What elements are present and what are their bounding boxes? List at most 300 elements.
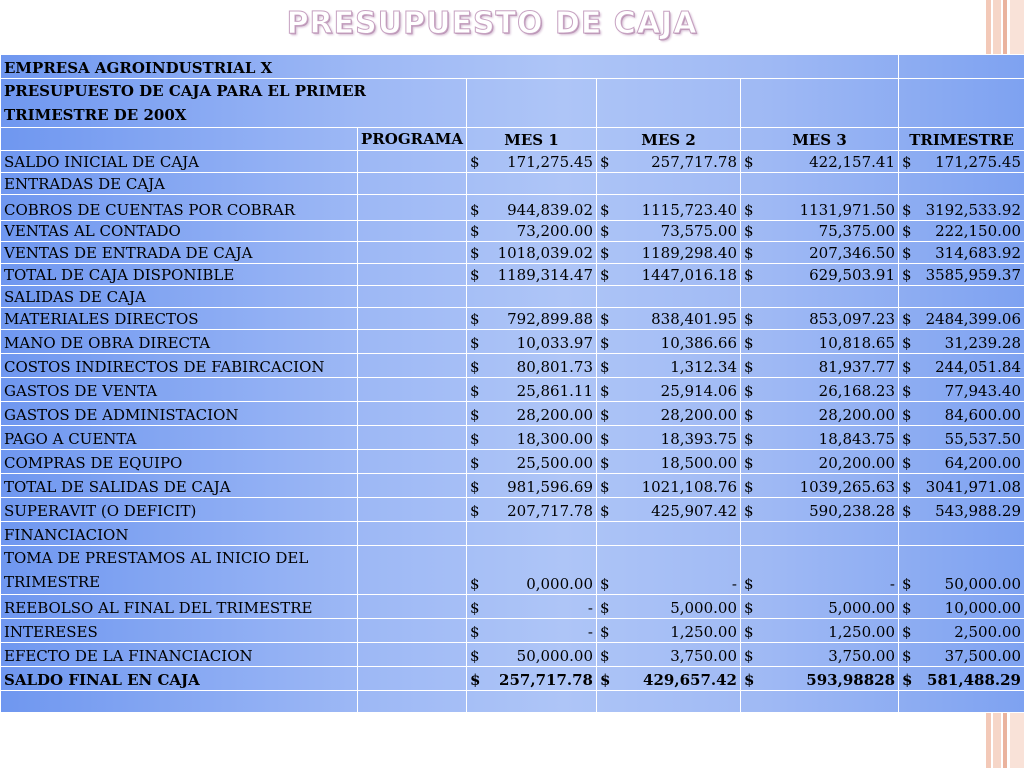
row-label: INTERESES xyxy=(1,619,358,643)
amount-value: 77,943.40 xyxy=(944,382,1021,400)
table-row xyxy=(1,151,1024,173)
mes-cell xyxy=(741,619,899,643)
table-row xyxy=(1,402,1024,426)
empty-cell xyxy=(899,55,1024,79)
mes-cell xyxy=(597,546,741,595)
currency-symbol: $ xyxy=(600,310,610,328)
programa-cell xyxy=(358,546,467,595)
trimestre-cell xyxy=(899,264,1024,286)
amount-value: 25,500.00 xyxy=(516,454,593,472)
amount-value: 257,717.78 xyxy=(651,153,737,171)
currency-symbol: $ xyxy=(902,599,912,617)
amount-value: - xyxy=(889,575,895,593)
currency-symbol: $ xyxy=(470,671,481,689)
mes-cell xyxy=(597,595,741,619)
currency-symbol: $ xyxy=(600,599,610,617)
mes-cell xyxy=(597,330,741,354)
table-row xyxy=(1,643,1024,667)
amount-value: 1018,039.02 xyxy=(497,244,593,262)
mes-cell xyxy=(467,308,597,330)
programa-cell xyxy=(358,151,467,173)
mes-cell xyxy=(741,173,899,195)
amount-value: 20,200.00 xyxy=(818,454,895,472)
amount-value: 3,750.00 xyxy=(828,647,895,665)
amount-value: 0,000.00 xyxy=(526,575,593,593)
trimestre-cell xyxy=(899,378,1024,402)
amount-value: 50,000.00 xyxy=(516,647,593,665)
empty-cell xyxy=(467,79,597,128)
currency-symbol: $ xyxy=(600,647,610,665)
amount-value: 981,596.69 xyxy=(507,478,593,496)
amount-value: 2,500.00 xyxy=(954,623,1021,641)
amount-value: 3192,533.92 xyxy=(925,201,1021,219)
currency-symbol: $ xyxy=(902,222,912,240)
row-label: EFECTO DE LA FINANCIACION xyxy=(1,643,358,667)
table-row xyxy=(1,195,1024,221)
trimestre-cell xyxy=(899,522,1024,546)
programa-cell xyxy=(358,308,467,330)
amount-value: 50,000.00 xyxy=(944,575,1021,593)
table-row xyxy=(1,242,1024,264)
trimestre-cell xyxy=(899,619,1024,643)
currency-symbol: $ xyxy=(600,153,610,171)
trimestre-cell xyxy=(899,221,1024,242)
currency-symbol: $ xyxy=(470,454,480,472)
amount-value: 10,386.66 xyxy=(660,334,737,352)
trimestre-cell xyxy=(899,195,1024,221)
amount-value: 73,200.00 xyxy=(516,222,593,240)
amount-value: 1131,971.50 xyxy=(799,201,895,219)
programa-cell xyxy=(358,595,467,619)
amount-value: 543,988.29 xyxy=(935,502,1021,520)
table-row xyxy=(1,667,1024,691)
company-name: EMPRESA AGROINDUSTRIAL X xyxy=(1,55,899,79)
mes-cell xyxy=(741,667,899,691)
mes-cell xyxy=(467,378,597,402)
amount-value: 28,200.00 xyxy=(516,406,593,424)
company-row xyxy=(1,55,1024,79)
amount-value: 629,503.91 xyxy=(809,266,895,284)
table-row xyxy=(1,450,1024,474)
amount-value: 3041,971.08 xyxy=(925,478,1021,496)
amount-value: 590,238.28 xyxy=(809,502,895,520)
currency-symbol: $ xyxy=(470,222,480,240)
currency-symbol: $ xyxy=(902,153,912,171)
currency-symbol: $ xyxy=(600,358,610,376)
mes-cell xyxy=(467,264,597,286)
header-trimestre: TRIMESTRE xyxy=(899,128,1024,151)
trimestre-cell xyxy=(899,151,1024,173)
amount-value: 25,861.11 xyxy=(516,382,593,400)
amount-value: 422,157.41 xyxy=(809,153,895,171)
mes-cell xyxy=(467,450,597,474)
amount-value: - xyxy=(587,623,593,641)
row-label: SALDO INICIAL DE CAJA xyxy=(1,151,358,173)
mes-cell xyxy=(597,498,741,522)
mes-cell xyxy=(741,354,899,378)
trimestre-cell xyxy=(899,450,1024,474)
amount-value: 55,537.50 xyxy=(944,430,1021,448)
amount-value: 207,717.78 xyxy=(507,502,593,520)
trimestre-cell xyxy=(899,354,1024,378)
amount-value: 944,839.02 xyxy=(507,201,593,219)
currency-symbol: $ xyxy=(744,310,754,328)
trimestre-cell xyxy=(899,595,1024,619)
mes-cell xyxy=(467,426,597,450)
row-label: GASTOS DE VENTA xyxy=(1,378,358,402)
currency-symbol: $ xyxy=(902,244,912,262)
amount-value: 1021,108.76 xyxy=(641,478,737,496)
currency-symbol: $ xyxy=(600,244,610,262)
currency-symbol: $ xyxy=(600,502,610,520)
mes-cell xyxy=(467,195,597,221)
currency-symbol: $ xyxy=(744,502,754,520)
currency-symbol: $ xyxy=(470,430,480,448)
trimestre-cell xyxy=(899,474,1024,498)
currency-symbol: $ xyxy=(470,266,480,284)
mes-cell xyxy=(467,151,597,173)
amount-value: 429,657.42 xyxy=(643,671,737,689)
empty-cell xyxy=(741,79,899,128)
mes-cell xyxy=(741,221,899,242)
empty-cell xyxy=(467,691,597,713)
currency-symbol: $ xyxy=(744,201,754,219)
currency-symbol: $ xyxy=(600,266,610,284)
trimestre-cell xyxy=(899,667,1024,691)
empty-cell xyxy=(899,79,1024,128)
currency-symbol: $ xyxy=(470,623,480,641)
mes-cell xyxy=(597,264,741,286)
currency-symbol: $ xyxy=(902,406,912,424)
currency-symbol: $ xyxy=(902,430,912,448)
row-label: VENTAS AL CONTADO xyxy=(1,221,358,242)
programa-cell xyxy=(358,402,467,426)
mes-cell xyxy=(597,522,741,546)
amount-value: 1189,298.40 xyxy=(641,244,737,262)
row-label: TOMA DE PRESTAMOS AL INICIO DEL TRIMESTRE xyxy=(1,546,358,595)
mes-cell xyxy=(741,308,899,330)
amount-value: 314,683.92 xyxy=(935,244,1021,262)
mes-cell xyxy=(597,173,741,195)
amount-value: 1447,016.18 xyxy=(641,266,737,284)
currency-symbol: $ xyxy=(744,358,754,376)
programa-cell xyxy=(358,195,467,221)
amount-value: 3585,959.37 xyxy=(925,266,1021,284)
table-row xyxy=(1,354,1024,378)
subtitle-row xyxy=(1,79,1024,128)
programa-cell xyxy=(358,354,467,378)
mes-cell xyxy=(741,242,899,264)
table-row xyxy=(1,498,1024,522)
table-row xyxy=(1,221,1024,242)
row-label: GASTOS DE ADMINISTACION xyxy=(1,402,358,426)
mes-cell xyxy=(741,546,899,595)
currency-symbol: $ xyxy=(470,478,480,496)
currency-symbol: $ xyxy=(600,575,610,593)
currency-symbol: $ xyxy=(902,266,912,284)
mes-cell xyxy=(597,151,741,173)
mes-cell xyxy=(467,330,597,354)
currency-symbol: $ xyxy=(600,222,610,240)
table-row xyxy=(1,522,1024,546)
mes-cell xyxy=(741,330,899,354)
mes-cell xyxy=(597,195,741,221)
row-label: TOTAL DE SALIDAS DE CAJA xyxy=(1,474,358,498)
amount-value: - xyxy=(587,599,593,617)
amount-value: 1039,265.63 xyxy=(799,478,895,496)
currency-symbol: $ xyxy=(470,358,480,376)
mes-cell xyxy=(597,474,741,498)
currency-symbol: $ xyxy=(600,454,610,472)
currency-symbol: $ xyxy=(470,153,480,171)
mes-cell xyxy=(741,264,899,286)
currency-symbol: $ xyxy=(470,647,480,665)
amount-value: 64,200.00 xyxy=(944,454,1021,472)
programa-cell xyxy=(358,522,467,546)
table-row xyxy=(1,308,1024,330)
programa-cell xyxy=(358,474,467,498)
amount-value: 792,899.88 xyxy=(507,310,593,328)
table-row xyxy=(1,619,1024,643)
mes-cell xyxy=(741,426,899,450)
empty-cell xyxy=(358,691,467,713)
trimestre-cell xyxy=(899,546,1024,595)
currency-symbol: $ xyxy=(744,334,754,352)
table-row xyxy=(1,546,1024,595)
currency-symbol: $ xyxy=(470,382,480,400)
mes-cell xyxy=(741,595,899,619)
empty-cell xyxy=(1,691,358,713)
empty-cell xyxy=(899,691,1024,713)
currency-symbol: $ xyxy=(600,201,610,219)
row-label: REEBOLSO AL FINAL DEL TRIMESTRE xyxy=(1,595,358,619)
table-row xyxy=(1,264,1024,286)
currency-symbol: $ xyxy=(744,406,754,424)
mes-cell xyxy=(597,308,741,330)
amount-value: 593,98828 xyxy=(806,671,895,689)
amount-value: 73,575.00 xyxy=(660,222,737,240)
mes-cell xyxy=(467,221,597,242)
mes-cell xyxy=(597,378,741,402)
currency-symbol: $ xyxy=(744,222,754,240)
currency-symbol: $ xyxy=(744,575,754,593)
row-label: SALDO FINAL EN CAJA xyxy=(1,667,358,691)
programa-cell xyxy=(358,286,467,308)
mes-cell xyxy=(467,595,597,619)
currency-symbol: $ xyxy=(470,575,480,593)
currency-symbol: $ xyxy=(600,671,611,689)
amount-value: 28,200.00 xyxy=(818,406,895,424)
amount-value: 81,937.77 xyxy=(818,358,895,376)
mes-cell xyxy=(467,498,597,522)
amount-value: 425,907.42 xyxy=(651,502,737,520)
currency-symbol: $ xyxy=(902,454,912,472)
amount-value: 18,500.00 xyxy=(660,454,737,472)
empty-cell xyxy=(741,691,899,713)
header-mes-1: MES 1 xyxy=(467,128,597,151)
table-row xyxy=(1,595,1024,619)
currency-symbol: $ xyxy=(902,201,912,219)
row-label: COMPRAS DE EQUIPO xyxy=(1,450,358,474)
slide-title: PRESUPUESTO DE CAJA xyxy=(286,6,698,41)
amount-value: 18,300.00 xyxy=(516,430,593,448)
amount-value: 80,801.73 xyxy=(516,358,593,376)
trimestre-cell xyxy=(899,286,1024,308)
amount-value: 10,033.97 xyxy=(516,334,593,352)
trimestre-cell xyxy=(899,330,1024,354)
programa-cell xyxy=(358,643,467,667)
amount-value: 257,717.78 xyxy=(499,671,593,689)
mes-cell xyxy=(467,667,597,691)
amount-value: 5,000.00 xyxy=(670,599,737,617)
mes-cell xyxy=(741,474,899,498)
mes-cell xyxy=(597,426,741,450)
mes-cell xyxy=(597,619,741,643)
mes-cell xyxy=(467,522,597,546)
mes-cell xyxy=(741,643,899,667)
empty-cell xyxy=(597,79,741,128)
currency-symbol: $ xyxy=(744,382,754,400)
row-label: PAGO A CUENTA xyxy=(1,426,358,450)
programa-cell xyxy=(358,173,467,195)
mes-cell xyxy=(467,354,597,378)
cash-budget-table xyxy=(0,54,1024,713)
programa-cell xyxy=(358,619,467,643)
row-label: ENTRADAS DE CAJA xyxy=(1,173,358,195)
currency-symbol: $ xyxy=(600,382,610,400)
currency-symbol: $ xyxy=(902,382,912,400)
mes-cell xyxy=(467,402,597,426)
amount-value: 26,168.23 xyxy=(818,382,895,400)
table-row xyxy=(1,173,1024,195)
amount-value: 581,488.29 xyxy=(927,671,1021,689)
mes-cell xyxy=(467,242,597,264)
trimestre-cell xyxy=(899,426,1024,450)
mes-cell xyxy=(741,195,899,221)
currency-symbol: $ xyxy=(600,623,610,641)
table-row xyxy=(1,286,1024,308)
currency-symbol: $ xyxy=(470,310,480,328)
programa-cell xyxy=(358,450,467,474)
amount-value: 207,346.50 xyxy=(809,244,895,262)
currency-symbol: $ xyxy=(600,406,610,424)
currency-symbol: $ xyxy=(744,430,754,448)
currency-symbol: $ xyxy=(902,671,913,689)
row-label: SUPERAVIT (O DEFICIT) xyxy=(1,498,358,522)
mes-cell xyxy=(597,354,741,378)
trimestre-cell xyxy=(899,402,1024,426)
currency-symbol: $ xyxy=(902,478,912,496)
table-row xyxy=(1,426,1024,450)
currency-symbol: $ xyxy=(902,647,912,665)
header-mes-2: MES 2 xyxy=(597,128,741,151)
programa-cell xyxy=(358,426,467,450)
currency-symbol: $ xyxy=(470,406,480,424)
programa-cell xyxy=(358,378,467,402)
empty-row xyxy=(1,691,1024,713)
amount-value: 1,312.34 xyxy=(670,358,737,376)
mes-cell xyxy=(597,286,741,308)
row-label: VENTAS DE ENTRADA DE CAJA xyxy=(1,242,358,264)
trimestre-cell xyxy=(899,242,1024,264)
mes-cell xyxy=(467,474,597,498)
row-label: SALIDAS DE CAJA xyxy=(1,286,358,308)
row-label: FINANCIACION xyxy=(1,522,358,546)
amount-value: 84,600.00 xyxy=(944,406,1021,424)
row-label: COBROS DE CUENTAS POR COBRAR xyxy=(1,195,358,221)
mes-cell xyxy=(467,286,597,308)
amount-value: 171,275.45 xyxy=(507,153,593,171)
currency-symbol: $ xyxy=(744,671,755,689)
programa-cell xyxy=(358,242,467,264)
mes-cell xyxy=(741,498,899,522)
amount-value: 37,500.00 xyxy=(944,647,1021,665)
mes-cell xyxy=(467,643,597,667)
amount-value: - xyxy=(731,575,737,593)
mes-cell xyxy=(741,522,899,546)
table-row xyxy=(1,474,1024,498)
mes-cell xyxy=(597,667,741,691)
mes-cell xyxy=(597,402,741,426)
header-programa: PROGRAMA xyxy=(358,128,467,151)
currency-symbol: $ xyxy=(744,623,754,641)
currency-symbol: $ xyxy=(902,334,912,352)
programa-cell xyxy=(358,330,467,354)
amount-value: 5,000.00 xyxy=(828,599,895,617)
amount-value: 18,393.75 xyxy=(660,430,737,448)
amount-value: 75,375.00 xyxy=(818,222,895,240)
header-mes-3: MES 3 xyxy=(741,128,899,151)
currency-symbol: $ xyxy=(744,266,754,284)
mes-cell xyxy=(597,643,741,667)
currency-symbol: $ xyxy=(902,575,912,593)
amount-value: 222,150.00 xyxy=(935,222,1021,240)
mes-cell xyxy=(467,173,597,195)
currency-symbol: $ xyxy=(744,478,754,496)
mes-cell xyxy=(597,242,741,264)
currency-symbol: $ xyxy=(600,478,610,496)
amount-value: 10,818.65 xyxy=(818,334,895,352)
programa-cell xyxy=(358,498,467,522)
amount-value: 1,250.00 xyxy=(670,623,737,641)
amount-value: 31,239.28 xyxy=(944,334,1021,352)
amount-value: 1,250.00 xyxy=(828,623,895,641)
mes-cell xyxy=(467,619,597,643)
currency-symbol: $ xyxy=(744,599,754,617)
table-row xyxy=(1,378,1024,402)
amount-value: 18,843.75 xyxy=(818,430,895,448)
currency-symbol: $ xyxy=(744,244,754,262)
mes-cell xyxy=(467,546,597,595)
currency-symbol: $ xyxy=(600,430,610,448)
currency-symbol: $ xyxy=(744,647,754,665)
trimestre-cell xyxy=(899,643,1024,667)
currency-symbol: $ xyxy=(744,454,754,472)
amount-value: 171,275.45 xyxy=(935,153,1021,171)
currency-symbol: $ xyxy=(902,358,912,376)
mes-cell xyxy=(741,402,899,426)
amount-value: 25,914.06 xyxy=(660,382,737,400)
currency-symbol: $ xyxy=(744,153,754,171)
mes-cell xyxy=(741,450,899,474)
currency-symbol: $ xyxy=(902,310,912,328)
row-label: TOTAL DE CAJA DISPONIBLE xyxy=(1,264,358,286)
amount-value: 244,051.84 xyxy=(935,358,1021,376)
currency-symbol: $ xyxy=(470,201,480,219)
mes-cell xyxy=(741,151,899,173)
mes-cell xyxy=(597,221,741,242)
amount-value: 10,000.00 xyxy=(944,599,1021,617)
